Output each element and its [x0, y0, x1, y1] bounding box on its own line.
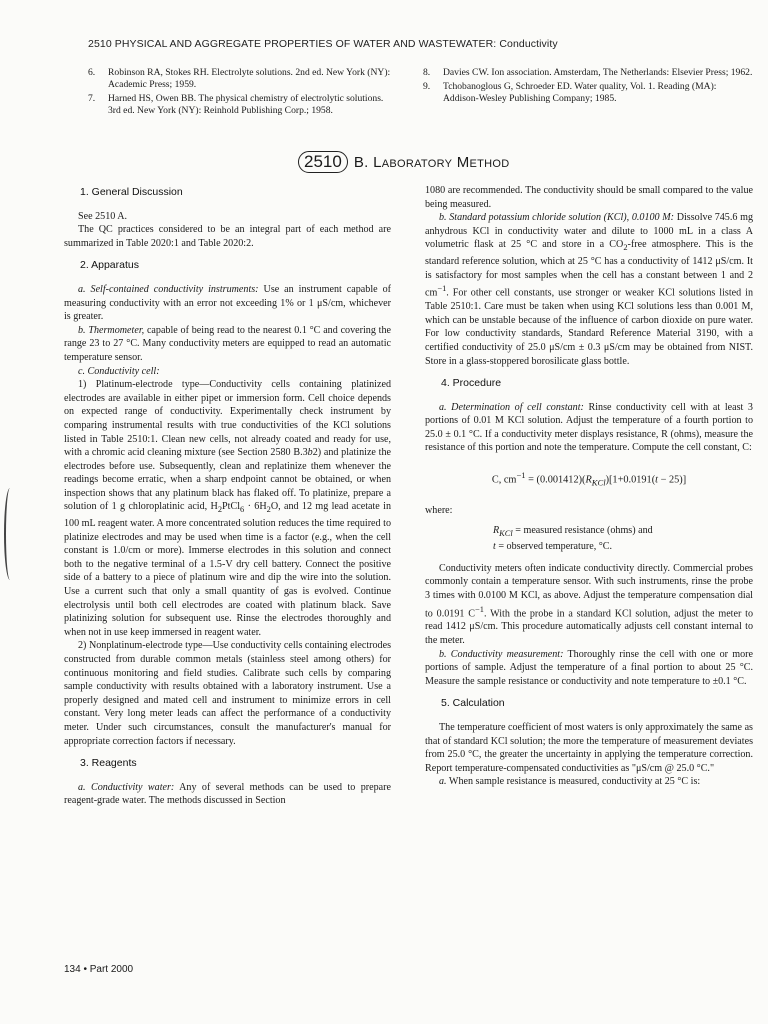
reference-item	[423, 67, 753, 79]
reference-text: Robinson RA, Stokes RH. Electrolyte solutions. 2nd ed. New York (NY): Academic Press; 1959.	[108, 67, 391, 90]
item-label: b. Conductivity measurement:	[439, 648, 564, 660]
reference-text: Davies CW. Ion association. Amsterdam, The Netherlands: Elsevier Press; 1962.	[443, 67, 753, 78]
cell-constant-equation: C, $cm^{-1} = (0.001412)(R_{KCl})[1+0.0191(t - 25)]$	[491, 470, 687, 488]
definition-r: $R_{KCl}$ = measured resistance (ohms) and	[493, 524, 653, 538]
heading-calculation: 5. Calculation	[441, 697, 505, 710]
reference-number: 6.	[88, 67, 96, 78]
paragraph: 1080 are recommended. The conductivity should be small compared to the value being measured.	[425, 185, 753, 210]
reference-number: 7.	[88, 93, 96, 104]
heading-procedure: 4. Procedure	[441, 377, 502, 390]
item-text: Use an instrument capable of measuring conductivity with an error not exceeding 1% or 1 μS/cm, whichever is greater.	[64, 283, 391, 323]
right-column	[425, 184, 753, 789]
heading-apparatus: 2. Apparatus	[80, 259, 139, 272]
paragraph: The QC practices considered to be an integral part of each method are summarized in Table 2020:1 and Table 2020:2.	[64, 224, 391, 249]
variable-definitions	[425, 524, 753, 553]
reference-item	[423, 81, 753, 105]
item-label: a.	[439, 776, 447, 788]
reference-number: 9.	[423, 81, 431, 92]
item-label: a. Conductivity water:	[78, 781, 175, 793]
item-text: Any of several methods can be used to prepare reagent-grade water. The methods discussed in Section	[64, 781, 391, 807]
section-title	[298, 151, 510, 173]
item-label: b. Standard potassium chloride solution (KCl), 0.0100 M:	[439, 212, 675, 224]
paragraph	[64, 365, 391, 379]
paragraph	[64, 283, 391, 324]
where-label: where:	[425, 505, 453, 517]
paragraph: 2) Nonplatinum-electrode type—Use conductivity cells containing electrodes constructed from durable common metals (stainless steel among others) for continuous monitoring and field studies. Calibrate such cells by comparing sample conductivity with results obtained with a laboratory instrument. Use a properly designed and mated cell and instrument to minimize errors in cell constant. Very long meter leads can affect the performance of a conductivity meter. Under such circumstances, consult the manufacturer's manual for appropriate correction factors if necessary.	[64, 640, 391, 747]
item-text: capable of being read to the nearest 0.1 °C and covering the range 23 to 27 °C. Many conductivity meters are equipped to read an automatic temperature sensor.	[64, 324, 391, 363]
reference-text: Harned HS, Owen BB. The physical chemistry of electrolytic solutions. 3rd ed. New York (NY): Reinhold Publishing Corp.; 1958.	[108, 93, 384, 116]
item-label: b. Thermometer,	[78, 324, 145, 336]
item-label: a. Determination of cell constant:	[439, 401, 584, 413]
reference-number: 8.	[423, 67, 431, 78]
references-left	[88, 67, 398, 119]
paragraph: a. When sample resistance is measured, conductivity at 25 °C is:	[439, 776, 701, 788]
binding-edge-mark	[4, 488, 16, 580]
reference-item	[88, 93, 398, 117]
page-footer: 134 • Part 2000	[64, 964, 134, 975]
paragraph: The temperature coefficient of most waters is only approximately the same as that of standard KCl solution; the more the temperature of measurement deviates from 25.0 °C, the greater the uncertainty in applying the temperature correction. Report temperature-compensated conductivities as "μS/cm @ 25.0 °C."	[425, 722, 753, 774]
item-label: a. Self-contained conductivity instruments:	[78, 283, 259, 295]
section-name: B. Laboratory Method	[353, 153, 510, 171]
paragraph: b. Conductivity measurement: Thoroughly rinse the cell with one or more portions of sample. Adjust the temperature of a final portion to about 25 °C. Measure the sample resistance or conductivity and note temperature to ±0.1 °C.	[425, 648, 753, 687]
paragraph: b. Standard potassium chloride solution (KCl), 0.0100 M: Dissolve 745.6 mg anhydrous KCl in conductivity water and dilute to 1000 mL in a class A volumetric flask at 25 °C and store in a $CO_2$-free atmosphere. This is the standard reference solution, which at 25 °C has a conductivity of 1412 μS/cm. It is satisfactory for most samples when the cell has a constant between 1 and 2 $cm^{-1}$. For other cell constants, use stronger or weaker KCl solutions listed in Table 2510:1. Care must be taken when using KCl solutions less than 0.001 M, which can be unstable because of the influence of carbon dioxide on pure water. For low conductivity standards, Standard Reference Material 3190, with a certified conductivity of 25.0 μS/cm ± 0.3 μS/cm may be obtained from NIST. Store in a glass-stoppered borosilicate glass bottle.	[425, 212, 753, 367]
item-label: c. Conductivity cell:	[78, 365, 160, 377]
reference-item	[88, 67, 398, 91]
running-header: 2510 PHYSICAL AND AGGREGATE PROPERTIES OF WATER AND WASTEWATER: Conductivity	[88, 38, 558, 50]
left-column	[64, 186, 391, 808]
paragraph: See 2510 A.	[78, 210, 128, 222]
reference-text: Tchobanoglous G, Schroeder ED. Water quality, Vol. 1. Reading (MA): Addison-Wesley Publishing Company; 1985.	[443, 81, 717, 104]
paragraph: Conductivity meters often indicate conductivity directly. Commercial probes commonly contain a temperature sensor. With such instruments, rinse the probe 3 times with 0.0100 M KCl, as above. Adjust the temperature compensation dial to 0.0191 $C^{-1}$. With the probe in a standard KCl solution, adjust the meter to read 1412 μS/cm. This procedure automatically adjusts cell constant internal to the meter.	[425, 562, 753, 647]
paragraph: a. Determination of cell constant: Rinse conductivity cell with at least 3 portions of 0.01 M KCl solution. Adjust the temperature of a fourth portion to 25.0 ± 0.1 °C. If a conductivity meter displays resistance, R (ohms), measure the resistance of this portion and note the temperature. Compute the cell constant, C:	[425, 401, 753, 454]
heading-reagents: 3. Reagents	[80, 757, 137, 770]
heading-general-discussion: 1. General Discussion	[80, 186, 183, 198]
paragraph	[64, 324, 391, 365]
paragraph	[64, 781, 391, 808]
definition-t: t = observed temperature, °C.	[493, 540, 613, 552]
paragraph: 1) Platinum-electrode type—Conductivity cells containing platinized electrodes are available in either pipet or immersion form. Cell choice depends on expected range of conductivity. Experimentally check instrument by comparing instrumental results with true conductivities of the KCl solutions listed in Table 2510:1. Clean new cells, not already coated and ready for use, with a chromic acid cleaning mixture (see Section 2580 B.3b2) and platinize the electrodes before use. Subsequently, clean and replatinize them whenever the readings become erratic, when a sharp endpoint cannot be obtained, or when inspection shows that any platinum black has flaked off. To platinize, prepare a solution of 1 g chloroplatinic acid, $H_2PtCl_6 \cdot 6H_2O$, and 12 mg lead acetate in 100 mL reagent water. A more concentrated solution reduces the time required to platinize electrodes and may be used when time is a factor (e.g., when the cell constant is 1.0/cm or more). Immerse electrodes in this solution and connect both to the negative terminal of a 1.5-V dry cell battery. Connect the positive side of a battery to a piece of platinum wire and dip the wire into the solution. Use a current such that only a small quantity of gas is evolved. Continue electrolysis until both cell electrodes are coated with platinum black. Save platinizing solution for subsequent use. Rinse the electrodes thoroughly and when not in use keep immersed in reagent water.	[64, 379, 391, 638]
references-right	[423, 67, 753, 107]
section-number-badge: 2510	[298, 151, 348, 173]
